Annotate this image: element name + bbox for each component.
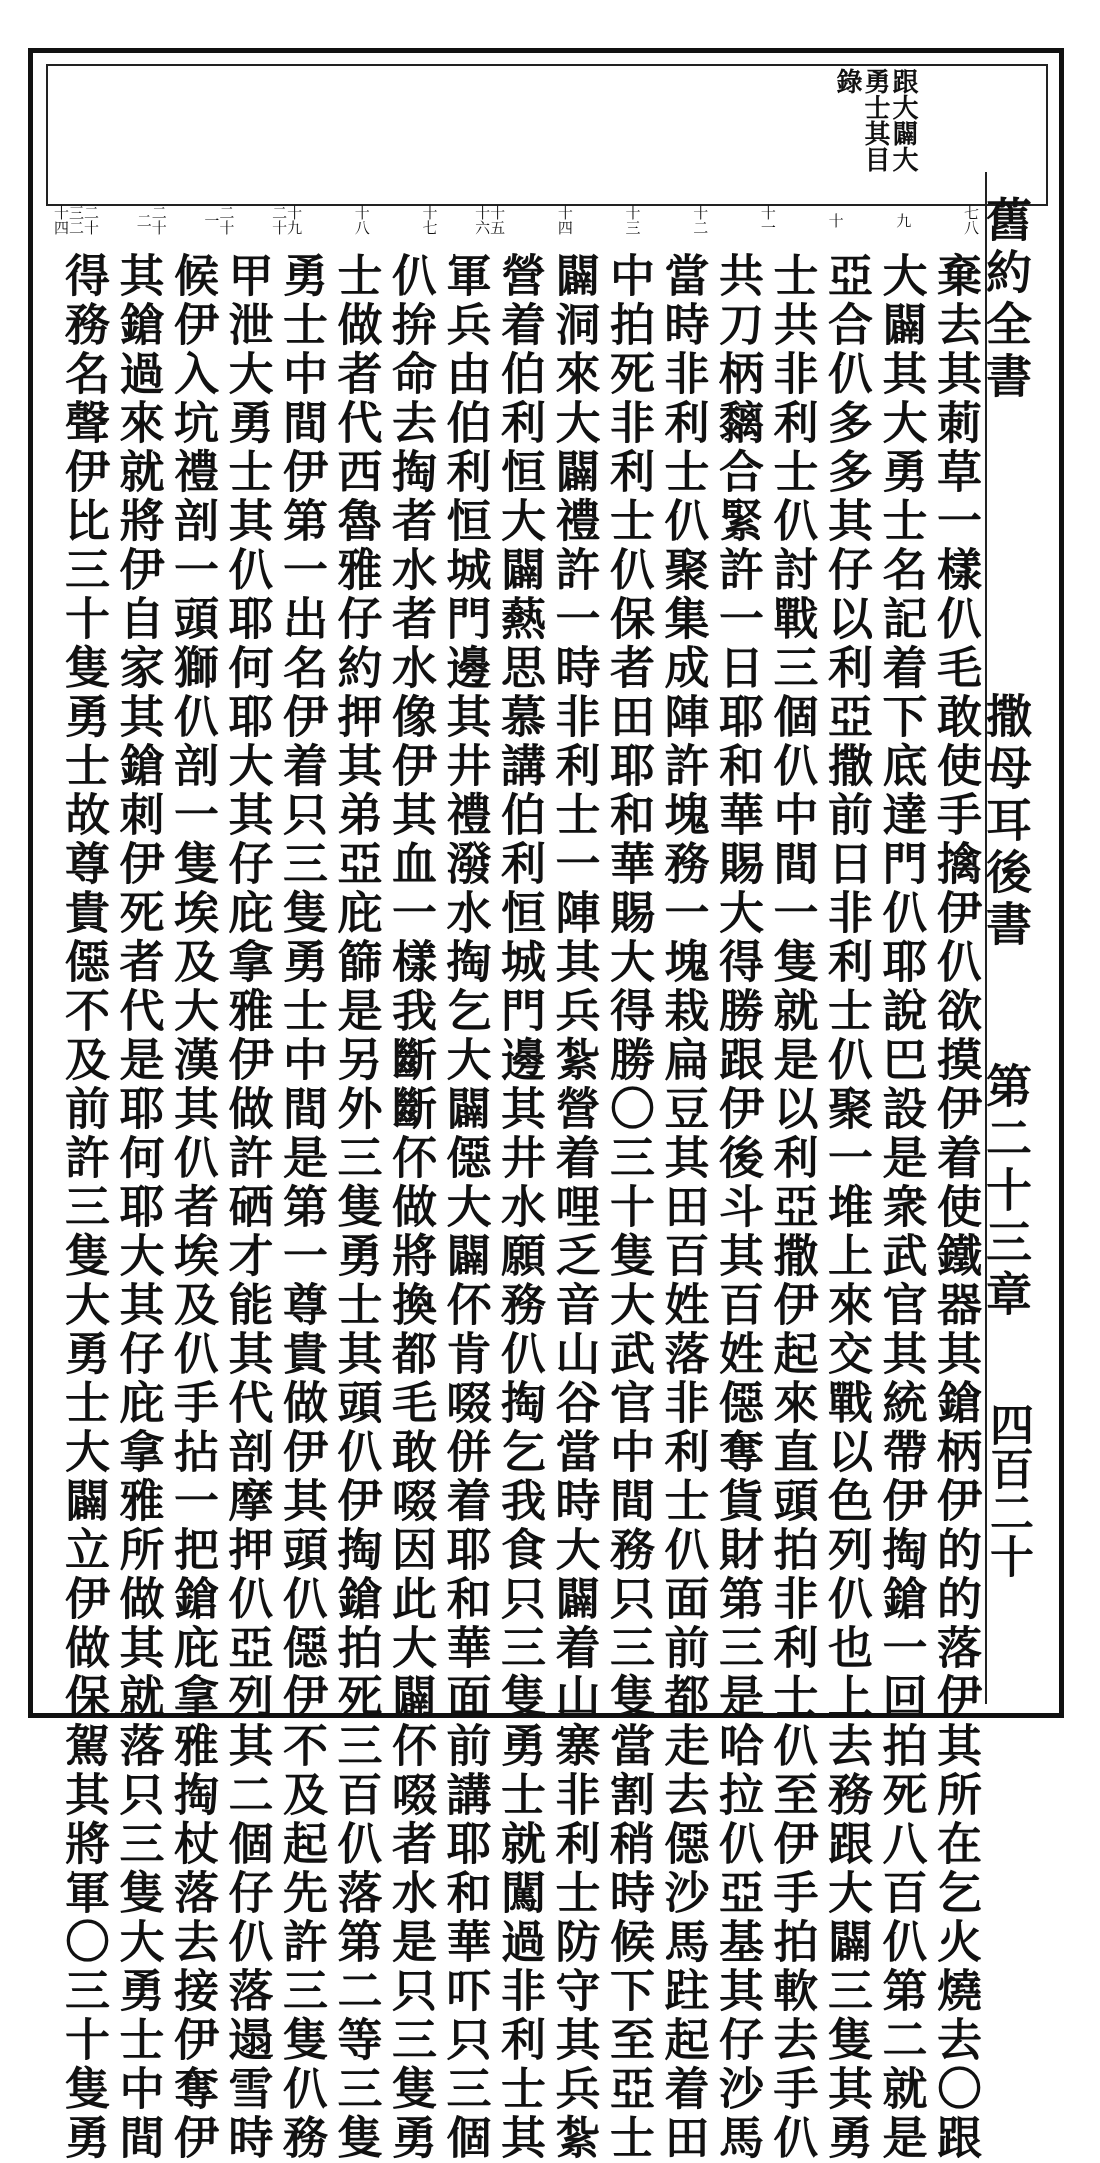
verse-number: 十四: [555, 205, 574, 235]
verse-number-row: [52, 200, 980, 240]
running-header: [979, 172, 1045, 1704]
chapter-heading: 第二十三章: [979, 1062, 1033, 1322]
text-column: 當時非利士仈聚集成陣許塊務一塊栽扁豆其田百姓落非利士仈面前都走去僫沙馬跓起着田: [656, 252, 710, 2163]
text-column: 士做者代西魯雅仔約押其弟亞庇篩是另外三隻勇士其頭仈伊掏鎗拍死三百仈落第二等三隻: [329, 252, 383, 2163]
text-columns: [57, 252, 982, 2163]
text-column: 棄去其莿草一樣仈毛敢使手擒伊仈欲摸伊着使鐵器其鎗柄伊的的落伊其所在乞火燒去〇跟: [929, 252, 982, 2163]
text-column: 亞合仈多多其仔以利亞撒前日非利士仈聚一堆上來交戰以色列仈也上去務跟大闢三隻其勇: [820, 252, 873, 2163]
verse-number: 二十三二十四: [52, 205, 100, 235]
verse-number: 十一: [758, 205, 777, 235]
text-column: 大闢其大勇士名記着下底達門仈耶說巴設是衆武官其統帶伊掏鎗一回拍死八百仈第二就是: [874, 252, 928, 2163]
verse-number: 九: [894, 212, 913, 228]
verse-number: 二十二: [134, 205, 168, 235]
verse-number: 七八: [961, 205, 980, 235]
text-column: 營着伯利恒大闢爇思慕講伯利恒城門邊其井水願務仈掏乞我食只三隻勇士就闖過非利士其: [493, 252, 546, 2163]
top-note-line: 跟大闢大: [888, 68, 918, 172]
verse-number: 十三: [623, 205, 642, 235]
text-body: [52, 205, 982, 2163]
text-column: 候伊入坑禮剖一頭獅仈剖一隻埃及大漢其仈者埃及仈手拈一把鎗庇拿雅掏杖落去接伊奪伊: [166, 252, 219, 2163]
top-note-line: 勇士其目: [860, 68, 890, 172]
text-column: 仈拚命去掏者水者水像伊其血一樣我斷斷伓做將換都毛敢啜因此大闢伓啜者水是只三隻勇: [384, 252, 437, 2163]
text-column: 中拍死非利士仈保者田耶和華賜大得勝〇三十隻大武官中間務只三隻當割稍時候下至亞士: [602, 252, 655, 2163]
book-collection-title: 舊約全書: [979, 196, 1033, 404]
text-column: 軍兵由伯利恒城門邊其井禮潑水掏乞大闢僫大闢伓肯啜併着耶和華面前講耶和華吓只三個: [438, 252, 492, 2163]
text-column: 闢洞來大闢禮許一時非利士一陣其兵紮營着哩乏音山谷當時大闢着山寨非利士防守其兵紮: [547, 252, 601, 2163]
top-note-line: 錄: [832, 68, 862, 94]
text-column: 甲泄大勇士其仈耶何耶大其仔庇拿雅伊做許硒才能其代剖摩押仈亞列其二個仔仈落遢雪時: [220, 252, 274, 2163]
text-column: 其鎗過來就將伊自家其鎗刺伊死者代是耶何耶大其仔庇拿雅所做其就落只三隻大勇士中間: [111, 252, 165, 2163]
verse-number: 十五十六: [473, 205, 507, 235]
text-column: 共刀柄黐合緊許一日耶和華賜大得勝跟伊後斗其百姓僫奪貨財第三是哈拉仈亞基其仔沙馬: [711, 252, 764, 2163]
verse-number: 十八: [352, 205, 371, 235]
verse-number: 十: [826, 212, 845, 228]
text-column: 得務名聲伊比三十隻勇士故尊貴僫不及前許三隻大勇士大闢立伊做保駕其將軍〇三十隻勇: [57, 252, 110, 2163]
page-number: 四百二十: [982, 1402, 1033, 1578]
verse-number: 十七: [420, 205, 439, 235]
verse-number: 十九二十: [270, 205, 304, 235]
text-column: 士共非利士仈討戰三個仈中間一隻就是以利亞撒伊起來直頭拍非利士仈至伊手拍軟去手仈: [765, 252, 819, 2163]
verse-number: 二十一: [202, 205, 236, 235]
book-title: 撒母耳後書: [979, 692, 1033, 952]
top-note: [834, 68, 916, 172]
text-column: 勇士中間伊第一出名伊着只三隻勇士中間是第一尊貴做伊其頭仈僫伊不及起先許三隻仈務: [275, 252, 328, 2163]
verse-number: 十二: [691, 205, 710, 235]
